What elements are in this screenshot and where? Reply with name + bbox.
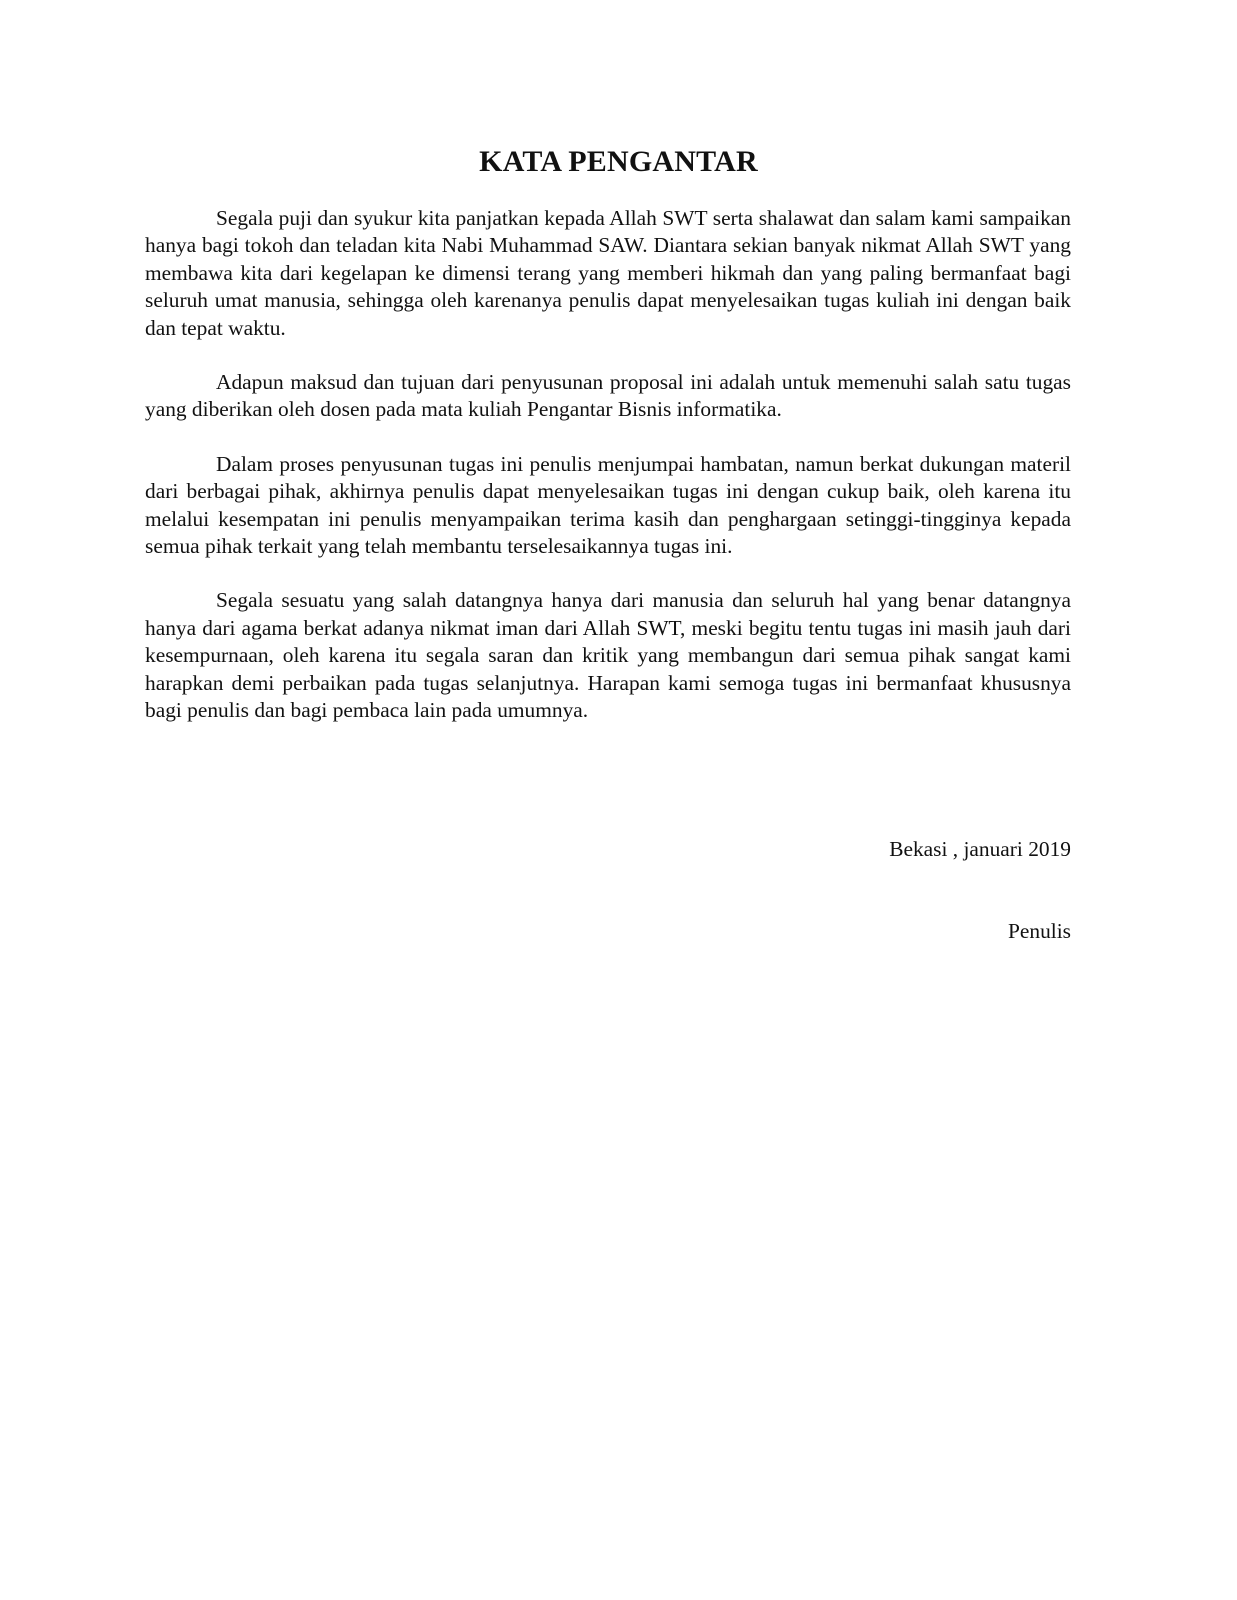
paragraph-2: Adapun maksud dan tujuan dari penyusunan proposal ini adalah untuk memenuhi salah satu tugas yang diberikan oleh dosen pada mata kuliah Pengantar Bisnis informatika. — [145, 370, 1071, 422]
closing-place-date: Bekasi , januari 2019 — [889, 837, 1071, 861]
paragraph-1: Segala puji dan syukur kita panjatkan kepada Allah SWT serta shalawat dan salam kami sampaikan hanya bagi tokoh dan teladan kita Nabi Muhammad SAW. Diantara sekian banyak nikmat Allah SWT yang membawa kita dari kegelapan ke dimensi terang yang memberi hikmah dan yang paling bermanfaat bagi seluruh umat manusia, sehingga oleh karenanya penulis dapat menyelesaikan tugas kuliah ini dengan baik dan tepat waktu. — [145, 206, 1071, 340]
paragraph-3: Dalam proses penyusunan tugas ini penulis menjumpai hambatan, namun berkat dukungan materil dari berbagai pihak, akhirnya penulis dapat menyelesaikan tugas ini dengan cukup baik, oleh karena itu melalui kesempatan ini penulis menyampaikan terima kasih dan penghargaan setinggi-tingginya kepada semua pihak terkait yang telah membantu terselesaikannya tugas ini. — [145, 451, 1071, 559]
closing-author: Penulis — [1008, 919, 1071, 943]
page-title: KATA PENGANTAR — [479, 145, 758, 178]
paragraph-4: Segala sesuatu yang salah datangnya hanya dari manusia dan seluruh hal yang benar datangnya hanya dari agama berkat adanya nikmat iman dari Allah SWT, meski begitu tentu tugas ini masih jauh dari kesempurnaan, oleh karena itu segala saran dan kritik yang membangun dari semua pihak sangat kami harapkan demi perbaikan pada tugas selanjutnya. Harapan kami semoga tugas ini bermanfaat khususnya bagi penulis dan bagi pembaca lain pada umumnya. — [145, 588, 1071, 723]
document-body — [145, 205, 1071, 752]
